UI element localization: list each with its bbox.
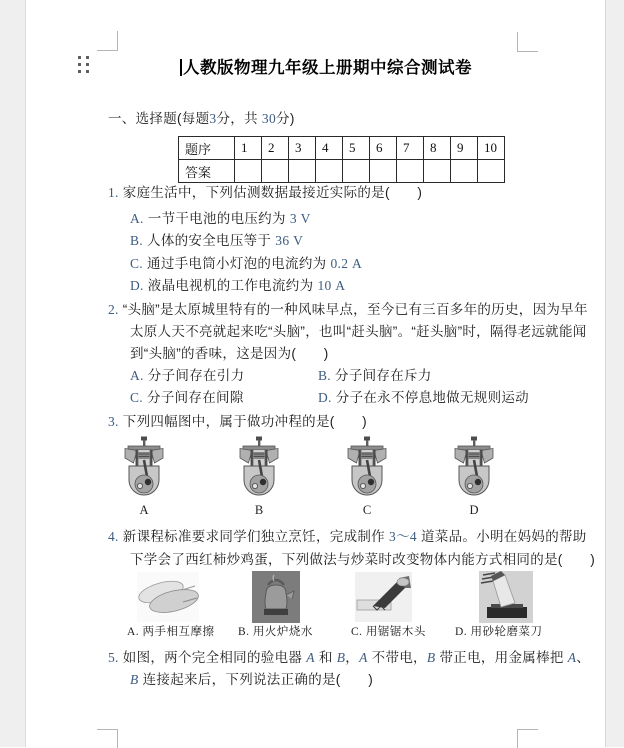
q2-option-b: B. 分子间存在斥力 bbox=[318, 368, 432, 383]
page-corner-mark-top-right bbox=[517, 32, 538, 52]
page-title-text: 人教版物理九年级上册期中综合测试卷 bbox=[183, 59, 472, 77]
answer-input-cell[interactable] bbox=[289, 160, 316, 183]
q4-text-line2: 下学会了西红柿炒鸡蛋，下列做法与炒菜时改变物体内能方式相同的是( ) bbox=[130, 552, 595, 567]
q2-text-line3: 到“头脑”的香味，这是因为( ) bbox=[130, 346, 329, 361]
question-number-cell: 10 bbox=[478, 137, 505, 160]
answer-input-cell[interactable] bbox=[451, 160, 478, 183]
answer-input-cell[interactable] bbox=[343, 160, 370, 183]
engine-label-c: C bbox=[362, 503, 372, 517]
answer-input-cell[interactable] bbox=[235, 160, 262, 183]
answer-input-cell[interactable] bbox=[397, 160, 424, 183]
question-number-cell: 5 bbox=[343, 137, 370, 160]
q5-text-line1: 5. 如图，两个完全相同的验电器 A 和 B，A 不带电，B 带正电，用金属棒把 A、 bbox=[108, 650, 591, 665]
answer-row-label: 答案 bbox=[179, 160, 235, 183]
engine-label-d: D bbox=[469, 503, 479, 517]
photo-kettle-boiling bbox=[252, 571, 300, 628]
question-number-cell: 3 bbox=[289, 137, 316, 160]
page-title bbox=[117, 54, 535, 78]
engine-stroke-image-a bbox=[124, 436, 164, 502]
question-number-cell: 4 bbox=[316, 137, 343, 160]
engine-stroke-image-c bbox=[347, 436, 387, 502]
q5-text-line2: B 连接起来后，下列说法正确的是( ) bbox=[130, 672, 373, 687]
question-number-cell: 1 bbox=[235, 137, 262, 160]
answer-input-cell[interactable] bbox=[370, 160, 397, 183]
answer-table bbox=[178, 136, 505, 183]
answer-table-header-row bbox=[179, 137, 505, 160]
q2-text-line2: 太原人天不亮就起来吃“头脑”，也叫“赶头脑”。“赶头脑”时，隔得老远就能闻 bbox=[130, 324, 587, 339]
canvas-gutter-right bbox=[605, 0, 624, 747]
question-number-cell: 8 bbox=[424, 137, 451, 160]
q4-text-line1: 4. 新课程标准要求同学们独立烹饪，完成制作 3～4 道菜品。小明在妈妈的帮助 bbox=[108, 529, 587, 544]
q3-text: 3. 下列四幅图中，属于做功冲程的是( ) bbox=[108, 414, 367, 429]
q2-text-line1: 2. “头脑”是太原城里特有的一种风味早点，至今已有三百多年的历史，因为早年 bbox=[108, 302, 588, 317]
q4-caption-d: D. 用砂轮磨菜刀 bbox=[455, 626, 543, 638]
page-corner-mark-top-left bbox=[97, 31, 118, 51]
q4-caption-b: B. 用火炉烧水 bbox=[238, 626, 313, 638]
question-number-cell: 2 bbox=[262, 137, 289, 160]
page-corner-mark-bottom-right bbox=[517, 729, 538, 748]
answer-input-cell[interactable] bbox=[262, 160, 289, 183]
text-cursor bbox=[180, 59, 182, 76]
question-number-cell: 6 bbox=[370, 137, 397, 160]
answer-input-cell[interactable] bbox=[478, 160, 505, 183]
q4-caption-a: A. 两手相互摩擦 bbox=[127, 626, 215, 638]
answer-input-cell[interactable] bbox=[424, 160, 451, 183]
engine-stroke-image-d bbox=[454, 436, 494, 502]
answer-table-header-label: 题序 bbox=[179, 137, 235, 160]
drag-handle-icon[interactable] bbox=[78, 56, 89, 73]
section-heading: 一、选择题(每题3分，共 30分) bbox=[108, 111, 295, 126]
photo-knife-grinding bbox=[479, 571, 533, 628]
engine-label-b: B bbox=[254, 503, 264, 517]
q2-option-c: C. 分子间存在间隙 bbox=[130, 390, 244, 405]
q1-option-c: C. 通过手电筒小灯泡的电流约为 0.2 A bbox=[130, 256, 362, 271]
question-number-cell: 7 bbox=[397, 137, 424, 160]
question-number-cell: 9 bbox=[451, 137, 478, 160]
answer-table-answer-row bbox=[179, 160, 505, 183]
q1-option-a: A. 一节干电池的电压约为 3 V bbox=[130, 211, 311, 226]
q2-option-a: A. 分子间存在引力 bbox=[130, 368, 245, 383]
q1-option-d: D. 液晶电视机的工作电流约为 10 A bbox=[130, 278, 346, 293]
q2-option-d: D. 分子在永不停息地做无规则运动 bbox=[318, 390, 529, 405]
photo-hands-rubbing bbox=[137, 572, 199, 627]
q1-text: 1. 家庭生活中，下列估测数据最接近实际的是( ) bbox=[108, 185, 423, 200]
engine-label-a: A bbox=[139, 503, 149, 517]
engine-stroke-image-b bbox=[239, 436, 279, 502]
canvas-gutter-left bbox=[0, 0, 26, 747]
q4-caption-c: C. 用锯锯木头 bbox=[351, 626, 426, 638]
photo-sawing-wood bbox=[355, 572, 412, 627]
page-corner-mark-bottom-left bbox=[97, 729, 118, 748]
q1-option-b: B. 人体的安全电压等于 36 V bbox=[130, 233, 304, 248]
answer-input-cell[interactable] bbox=[316, 160, 343, 183]
